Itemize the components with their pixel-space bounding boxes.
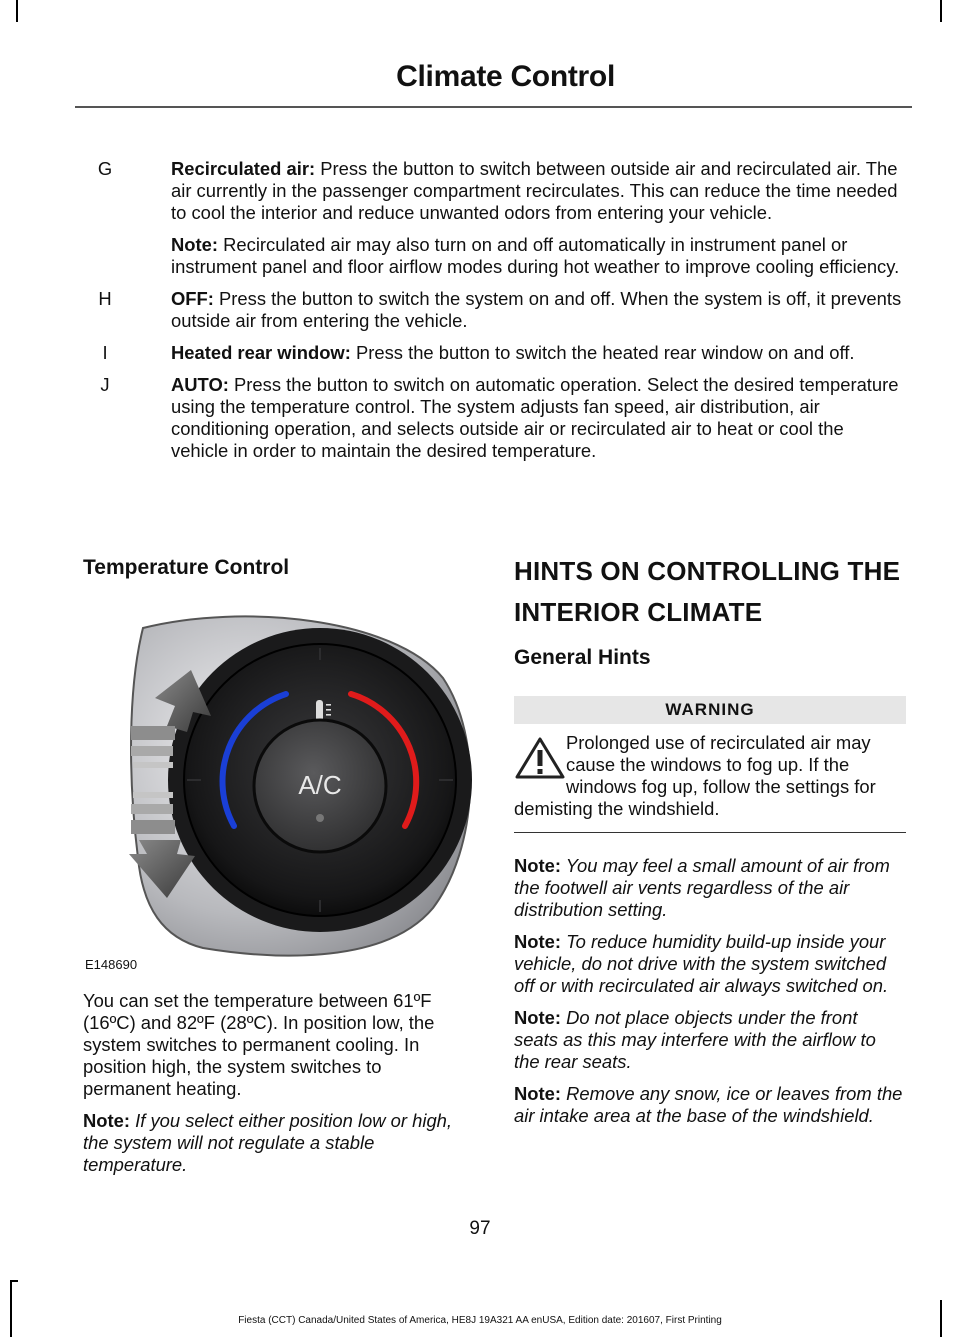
- note-label: Note:: [514, 1007, 561, 1028]
- note-text: Remove any snow, ice or leaves from the air intake area at the base of the windshield.: [514, 1083, 903, 1126]
- item-j: [80, 374, 906, 462]
- hint-note: [514, 1007, 906, 1073]
- note-label: Note:: [171, 234, 218, 255]
- note-label: Note:: [83, 1110, 130, 1131]
- item-h: [80, 288, 906, 332]
- item-text: [171, 288, 906, 332]
- hint-note: [514, 855, 906, 921]
- note-label: Note:: [514, 1083, 561, 1104]
- header-rule: [75, 106, 912, 108]
- warning-box: [514, 732, 906, 833]
- item-description: Press the button to switch on automatic operation. Select the desired temperature using the temperature control. The system adjusts fan speed, air distribution, air conditioning operation, and selects outside air or recirculated air to heat or cool the vehicle in order to maintain the desired temperature.: [171, 374, 899, 461]
- control-items-list: [80, 158, 906, 472]
- item-label: Heated rear window:: [171, 342, 351, 363]
- note-text: You may feel a small amount of air from the footwell air vents regardless of the air distribution setting.: [514, 855, 890, 920]
- heading-line-1: HINTS ON CONTROLLING THE: [514, 556, 901, 586]
- ac-label: A/C: [298, 770, 342, 800]
- item-letter: H: [98, 288, 112, 309]
- note-label: Note:: [514, 931, 561, 952]
- item-text: [171, 158, 906, 224]
- page-number: 97: [469, 1218, 491, 1239]
- note-text: To reduce humidity build-up inside your vehicle, do not drive with the system switched off or with recirculated air always switched on.: [514, 931, 889, 996]
- item-label: Recirculated air:: [171, 158, 316, 179]
- item-letter: I: [102, 342, 108, 363]
- item-description: Press the button to switch between outside air and recirculated air. The air currently in the passenger compartment recirculates. This can reduce the time needed to cool the interior and reduce unwanted odors from entering your vehicle.: [171, 158, 898, 223]
- crop-mark: [16, 0, 18, 22]
- item-description: Press the button to switch the system on and off. When the system is off, it prevents outside air from entering the vehicle.: [171, 288, 902, 331]
- item-letter: G: [97, 158, 113, 179]
- right-column: [514, 556, 906, 1137]
- item-label: AUTO:: [171, 374, 229, 395]
- hint-note: [514, 1083, 906, 1127]
- note-text: Recirculated air may also turn on and off automatically in instrument panel or instrument panel and floor airflow modes during hot weather to improve cooling efficiency.: [171, 234, 900, 277]
- item-note: [171, 234, 906, 278]
- crop-mark: [10, 1280, 12, 1337]
- temperature-description: You can set the temperature between 61ºF (16ºC) and 82ºF (28ºC). In position low, the system switches to permanent cooling. In position high, the system switches to permanent heating.: [83, 990, 435, 1099]
- warning-triangle-icon: [514, 736, 566, 780]
- crop-mark: [10, 1280, 18, 1282]
- item-letter: J: [100, 374, 110, 395]
- left-column: [83, 556, 473, 580]
- item-i: [80, 342, 906, 364]
- note-text: If you select either position low or high, the system will not regulate a stable temperature.: [83, 1110, 453, 1175]
- crop-mark: [940, 0, 942, 22]
- subheading-general-hints: General Hints: [514, 646, 651, 669]
- temperature-dial-figure: [83, 608, 475, 972]
- section-heading-temperature: Temperature Control: [83, 556, 290, 579]
- item-label: OFF:: [171, 288, 214, 309]
- note-label: Note:: [514, 855, 561, 876]
- temperature-dial-illustration: [83, 608, 475, 972]
- section-heading-hints: [514, 556, 906, 628]
- notes-list: [514, 855, 906, 1127]
- temperature-note: [83, 1110, 473, 1176]
- note-text: Do not place objects under the front seats as this may interfere with the airflow to the rear seats.: [514, 1007, 876, 1072]
- item-description: Press the button to switch the heated rear window on and off.: [350, 342, 855, 363]
- item-text: [171, 342, 906, 364]
- item-text: [171, 374, 906, 462]
- page-title: Climate Control: [396, 60, 615, 93]
- warning-header: WARNING: [514, 696, 906, 724]
- figure-id: E148690: [85, 957, 138, 972]
- hint-note: [514, 931, 906, 997]
- warning-text: Prolonged use of recirculated air may cause the windows to fog up. If the windows fog up, follow the settings for demisting the windshield.: [514, 732, 876, 819]
- item-g: [80, 158, 906, 278]
- heading-line-2: INTERIOR CLIMATE: [514, 597, 763, 627]
- left-column-text: [83, 990, 473, 1186]
- footer-edition-info: Fiesta (CCT) Canada/United States of America, HE8J 19A321 AA enUSA, Edition date: 201607, First Printing: [238, 1315, 722, 1326]
